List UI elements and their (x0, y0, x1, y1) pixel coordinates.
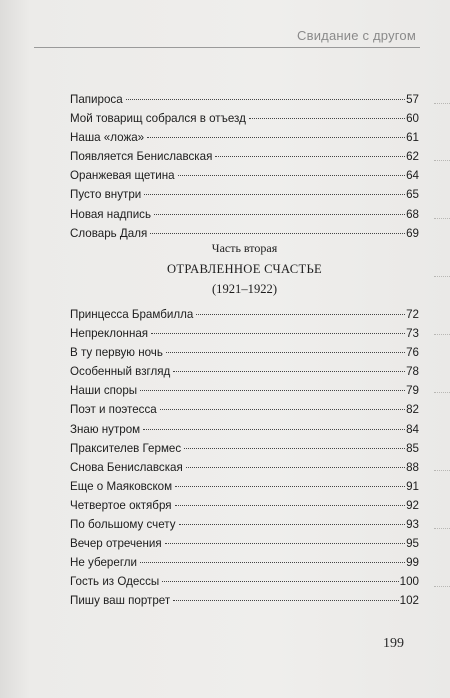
toc-entry (70, 515, 419, 534)
toc-entry (70, 166, 419, 185)
toc-entry (70, 147, 419, 166)
toc-entry-title: Наша «ложа» (70, 131, 145, 145)
dot-leader (165, 543, 405, 544)
toc-entry-page: 85 (406, 441, 419, 455)
toc-entry-page: 69 (406, 226, 419, 240)
dot-leader (154, 214, 405, 215)
dot-leader (140, 390, 405, 391)
toc-entry-page: 91 (406, 479, 419, 493)
dot-leader (173, 600, 398, 601)
toc-entry-page: 95 (406, 537, 419, 551)
show-through-mark (434, 160, 450, 162)
show-through-mark (434, 586, 450, 588)
toc-entry-page: 78 (406, 365, 419, 379)
dot-leader (175, 486, 405, 487)
toc-entry (70, 185, 419, 204)
dot-leader (166, 352, 405, 353)
running-head: Свидание с другом (297, 28, 416, 43)
dot-leader (140, 562, 405, 563)
page-number: 199 (383, 636, 404, 651)
toc-entry-title: Гость из Одессы (70, 575, 160, 589)
dot-leader (150, 233, 405, 234)
toc-entry (70, 305, 419, 324)
toc-entry (70, 224, 419, 243)
toc-entry-page: 84 (406, 422, 419, 436)
toc-entry-title: Новая надпись (70, 207, 152, 221)
toc-entry-title: Словарь Даля (70, 226, 148, 240)
toc-entry (70, 90, 419, 109)
toc-entry-page: 82 (406, 403, 419, 417)
toc-entry-title: Принцесса Брамбилла (70, 308, 194, 321)
toc-entry-title: В ту первую ночь (70, 346, 163, 360)
show-through-mark (434, 334, 450, 336)
toc-entry-page: 57 (406, 93, 419, 106)
dot-leader (178, 175, 405, 176)
dot-leader (151, 333, 405, 334)
toc-entry (70, 591, 419, 610)
toc-entry-page: 65 (406, 188, 419, 202)
part-title: ОТРАВЛЕННОЕ СЧАСТЬЕ (166, 262, 322, 276)
dot-leader (147, 137, 405, 138)
dot-leader (175, 505, 406, 506)
show-through-mark (434, 528, 450, 530)
toc-entry-title: Оранжевая щетина (70, 169, 175, 183)
toc-entry (70, 343, 419, 362)
part-label: Часть вторая (211, 241, 278, 255)
toc-entry-title: Еще о Маяковском (70, 479, 173, 493)
toc-entry (70, 439, 419, 458)
dot-leader (173, 371, 405, 372)
toc-entry-title: Снова Бениславская (70, 460, 183, 474)
toc-entry (70, 572, 419, 591)
toc-entry (70, 400, 419, 419)
toc-entry-page: 88 (406, 460, 419, 474)
toc-list-part-one (70, 90, 419, 243)
dot-leader (184, 448, 405, 449)
toc-entry-page: 100 (399, 575, 419, 589)
toc-entry (70, 205, 419, 224)
toc-entry-page: 93 (406, 518, 419, 532)
show-through-mark (434, 103, 450, 105)
toc-entry (70, 458, 419, 477)
show-through-mark (434, 218, 450, 220)
dot-leader (160, 409, 405, 410)
part-years: (1921–1922) (211, 282, 278, 296)
toc-entry-page: 102 (399, 594, 419, 608)
toc-entry (70, 534, 419, 553)
toc-entry-page: 72 (406, 308, 419, 321)
toc-entry-title: Не уберегли (70, 556, 138, 570)
dot-leader (196, 314, 405, 315)
toc-entry-title: По большому счету (70, 518, 176, 532)
toc-entry (70, 420, 419, 439)
toc-entry-page: 99 (406, 556, 419, 570)
toc-entry-page: 76 (406, 346, 419, 360)
dot-leader (143, 429, 405, 430)
toc-entry-title: Особенный взгляд (70, 365, 171, 379)
toc-entry-title: Четвертое октября (70, 498, 172, 512)
toc-entry-page: 92 (406, 498, 419, 512)
toc-entry-title: Пишу ваш портрет (70, 594, 171, 608)
toc-entry-page: 73 (406, 327, 419, 341)
toc-entry-page: 62 (406, 150, 419, 164)
toc-entry-title: Пусто внутри (70, 188, 142, 202)
toc-entry (70, 381, 419, 400)
dot-leader (186, 467, 405, 468)
toc-entry-title: Вечер отречения (70, 537, 162, 551)
toc-entry (70, 324, 419, 343)
toc-entry (70, 553, 419, 572)
dot-leader (144, 194, 405, 195)
toc-entry-page: 61 (406, 131, 419, 145)
show-through-mark (434, 392, 450, 394)
dot-leader (215, 156, 405, 157)
toc-entry-title: Появляется Бениславская (70, 150, 213, 164)
toc-entry (70, 109, 419, 128)
toc-entry (70, 128, 419, 147)
toc-entry-title: Знаю нутром (70, 422, 141, 436)
show-through-mark (434, 276, 450, 278)
toc-entry-page: 79 (406, 384, 419, 398)
header-rule (34, 47, 420, 48)
toc-entry-title: Мой товарищ собрался в отъезд (70, 112, 246, 126)
toc-entry-title: Непреклонная (70, 327, 149, 341)
dot-leader (179, 524, 406, 525)
toc-list-part-two (70, 305, 419, 611)
dot-leader (249, 118, 405, 119)
toc-entry (70, 496, 419, 515)
dot-leader (162, 581, 398, 582)
toc-entry-title: Папироса (70, 93, 123, 106)
toc-entry (70, 362, 419, 381)
dot-leader (126, 99, 405, 100)
toc-entry-page: 60 (406, 112, 419, 126)
show-through-mark (434, 470, 450, 472)
toc-entry-title: Наши споры (70, 384, 138, 398)
toc-entry-page: 64 (406, 169, 419, 183)
toc-entry-title: Поэт и поэтесса (70, 403, 157, 417)
toc-entry-page: 68 (406, 207, 419, 221)
toc-entry-title: Праксителев Гермес (70, 441, 182, 455)
toc-entry (70, 477, 419, 496)
